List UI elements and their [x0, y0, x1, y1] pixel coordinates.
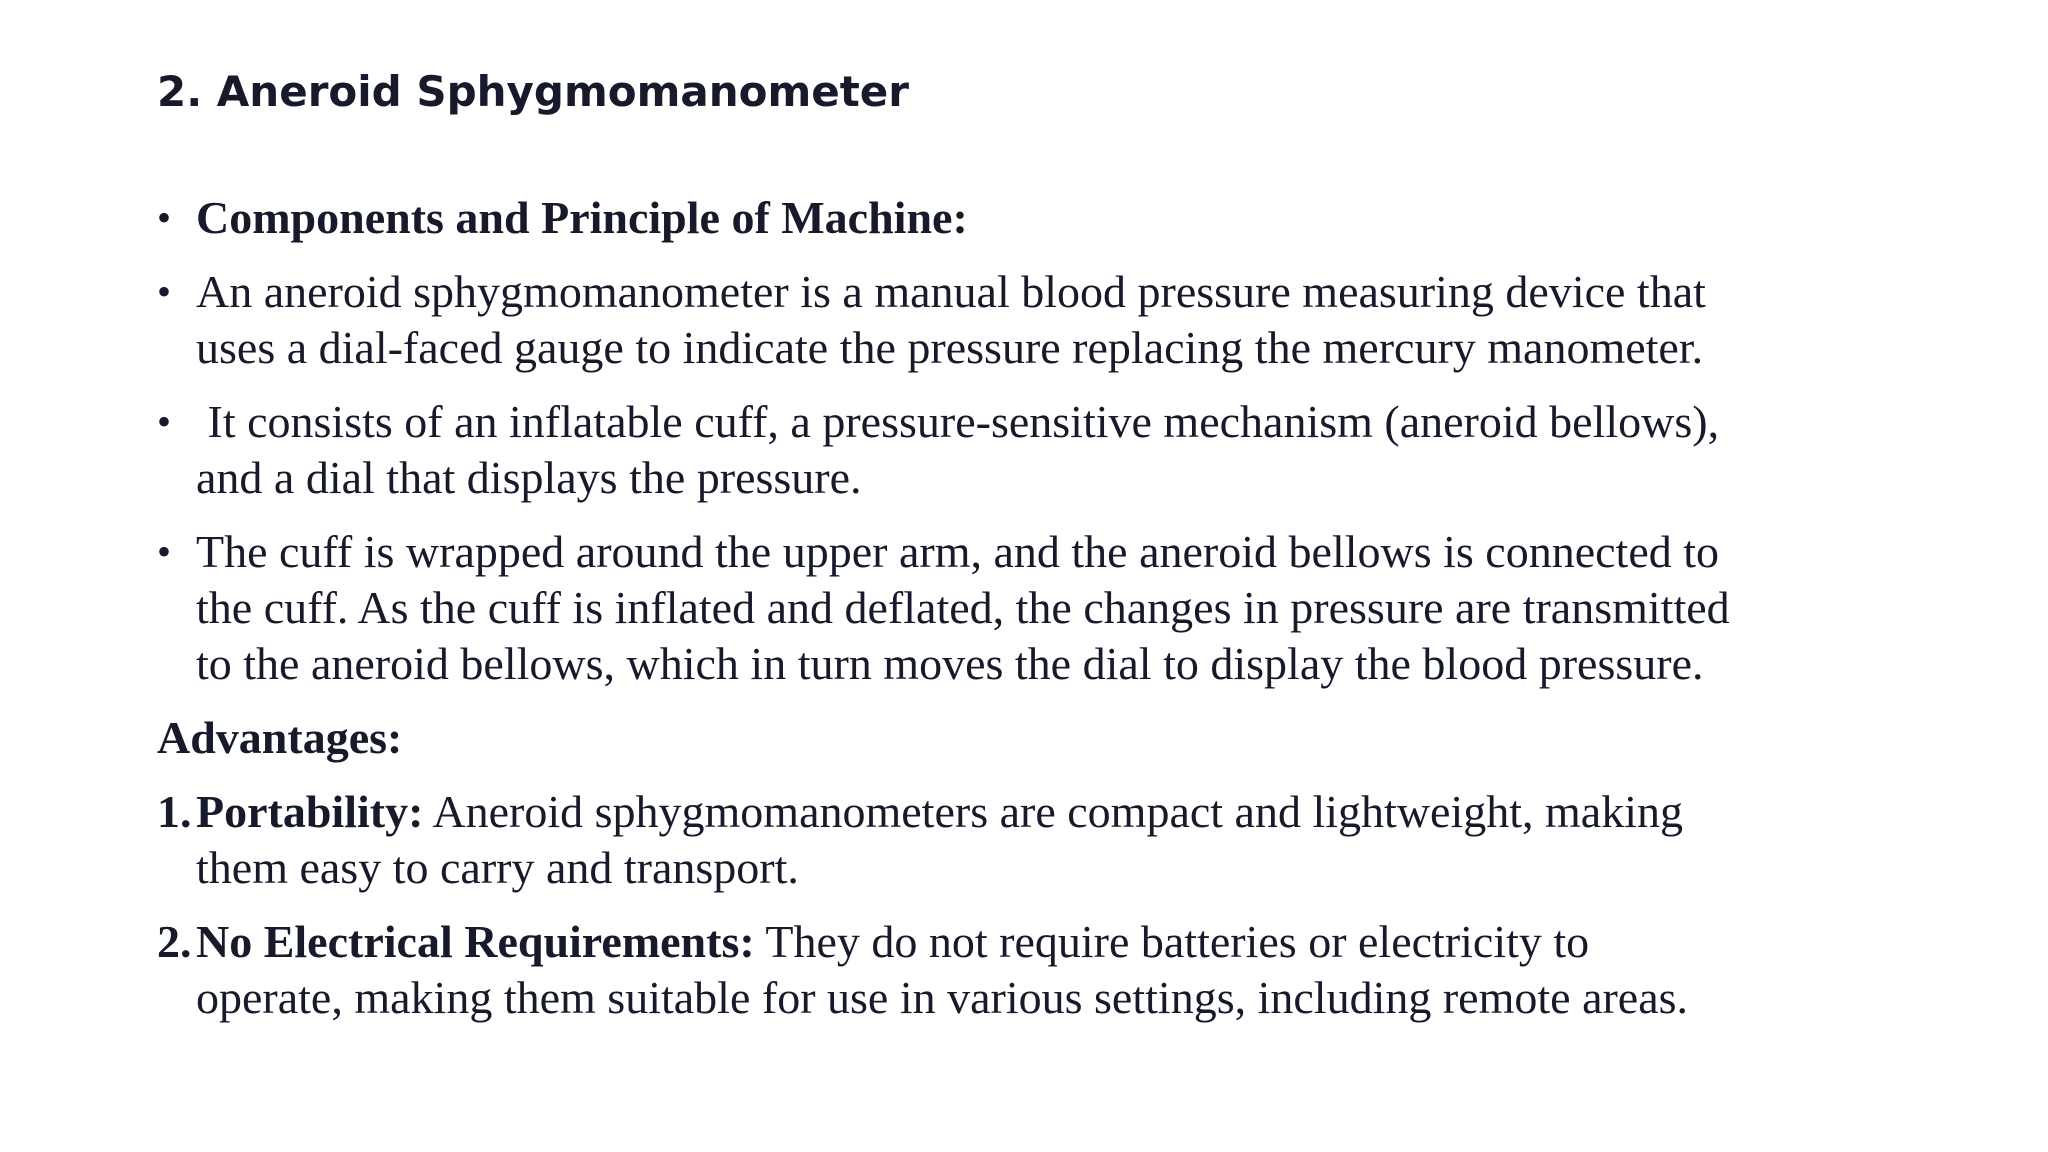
bullet-item	[157, 394, 1917, 506]
bullet-item	[157, 264, 1917, 376]
bullet-line: the cuff. As the cuff is inflated and deflated, the changes in pressure are transmitted	[196, 582, 1730, 633]
bullet-item	[157, 190, 1917, 246]
bullet-line: and a dial that displays the pressure.	[196, 452, 862, 503]
advantage-number: 1.	[157, 786, 192, 837]
advantage-item	[157, 784, 1917, 896]
bullet-line: An aneroid sphygmomanometer is a manual blood pressure measuring device that	[196, 266, 1706, 317]
advantage-continuation: them easy to carry and transport.	[196, 842, 799, 893]
advantage-continuation: operate, making them suitable for use in various settings, including remote areas.	[196, 972, 1689, 1023]
bullet-icon: •	[157, 195, 172, 240]
slide-title: 2. Aneroid Sphygmomanometer	[157, 67, 910, 116]
bullet-item	[157, 524, 1917, 692]
advantage-line	[196, 914, 1917, 970]
bullet-line: The cuff is wrapped around the upper arm, and the aneroid bellows is connected to	[196, 526, 1720, 577]
bullet-line: uses a dial-faced gauge to indicate the pressure replacing the mercury manometer.	[196, 322, 1704, 373]
bullet-icon: •	[157, 399, 172, 444]
advantage-number: 2.	[157, 916, 192, 967]
advantage-term: No Electrical Requirements:	[196, 916, 755, 967]
bullet-icon: •	[157, 529, 172, 574]
advantage-text: Aneroid sphygmomanometers are compact and lightweight, making	[423, 786, 1683, 837]
advantage-line	[196, 784, 1917, 840]
advantage-text: They do not require batteries or electricity to	[754, 916, 1590, 967]
bullet-heading: Components and Principle of Machine:	[196, 192, 968, 243]
bullet-icon: •	[157, 269, 172, 314]
slide-body	[157, 190, 1917, 1044]
advantage-term: Portability:	[196, 786, 424, 837]
bullet-line: to the aneroid bellows, which in turn moves the dial to display the blood pressure.	[196, 638, 1704, 689]
bullet-line: It consists of an inflatable cuff, a pressure-sensitive mechanism (aneroid bellows),	[196, 396, 1720, 447]
advantages-heading: Advantages:	[157, 712, 403, 763]
advantage-item	[157, 914, 1917, 1026]
